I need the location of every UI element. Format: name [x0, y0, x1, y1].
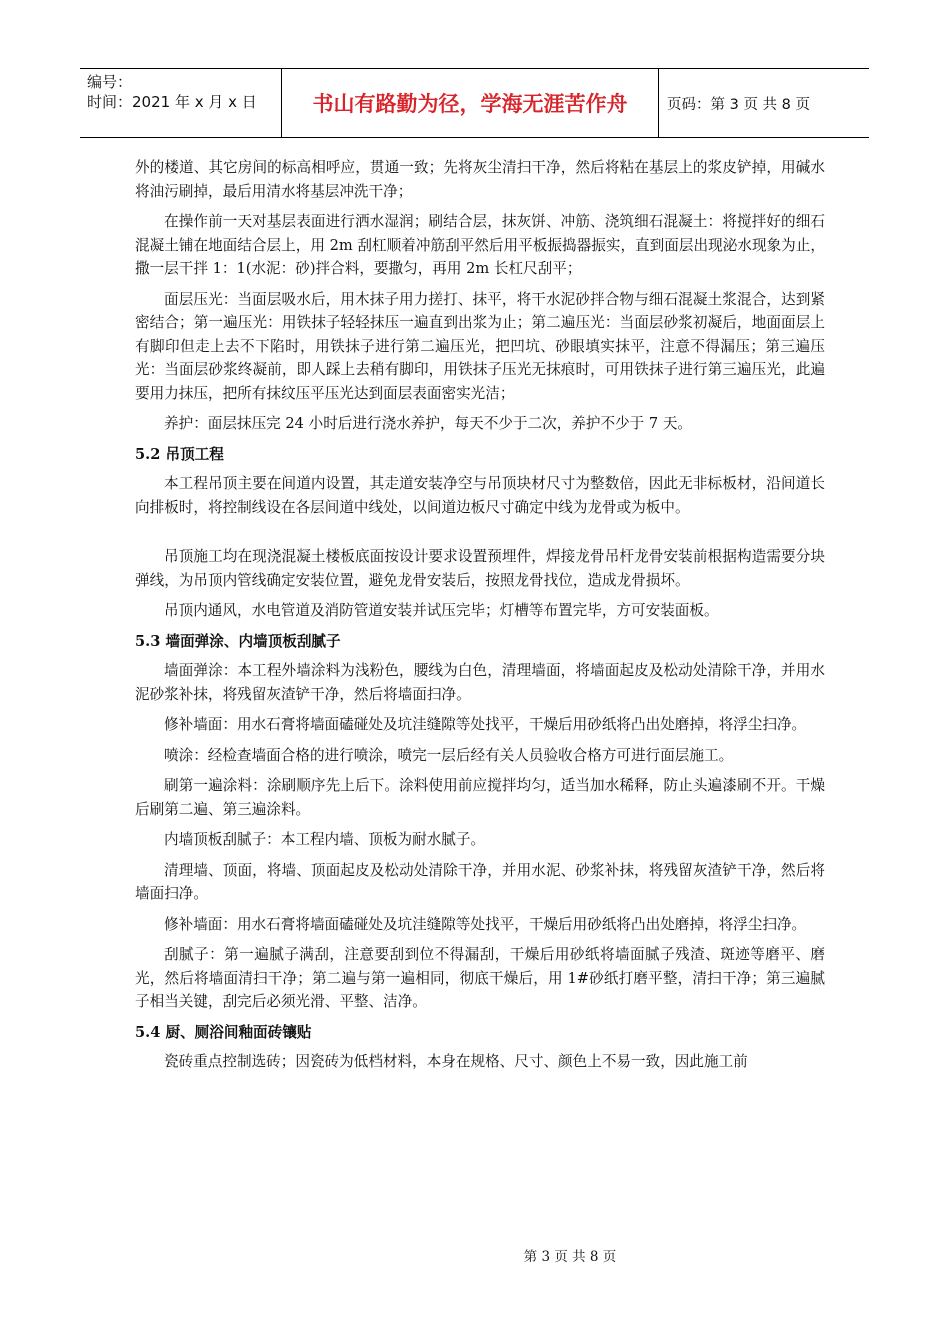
paragraph: 喷涂：经检查墙面合格的进行喷涂，喷完一层后经有关人员验收合格方可进行面层施工。 [164, 746, 734, 764]
paragraph: 吊顶内通风，水电管道及消防管道安装并试压完毕；灯槽等布置完毕，方可安装面板。 [164, 602, 719, 619]
paragraph: 外的楼道、其它房间的标高相呼应，贯通一致；先将灰尘清扫干净，然后将粘在基层上的浆皮铲掉，用碱水将油污刷掉，最后用清水将基层冲洗干净； [135, 159, 825, 200]
header-motto: 书山有路勤为径，学海无涯苦作舟 [282, 69, 659, 137]
document-date: 时间：2021 年 x 月 x 日 [87, 93, 257, 111]
section-heading: 5.4 厨、厕浴间釉面砖镶贴 [135, 1023, 312, 1041]
section-heading: 5.2 吊顶工程 [135, 445, 224, 463]
paragraph: 面层压光：当面层吸水后，用木抹子用力搓打、抹平，将干水泥砂拌合物与细石混凝土浆混合，达到紧密结合；第一遍压光：用铁抹子轻轻抹压一遍直到出浆为止；第二遍压光：当面层砂浆初凝后，地面面层上有脚印但走上去不下陷时，用铁抹子进行第二遍压光，把凹坑、砂眼填实抹平，注意不得漏压；第三遍压光：当面层砂浆终凝前，即人踩上去稍有脚印，用铁抹子压光无抹痕时，可用铁抹子进行第三遍压光，此遍要用力抹压，把所有抹纹压平压光达到面层表面密实光洁； [135, 290, 825, 402]
header-meta [80, 69, 282, 137]
paragraph: 修补墙面：用水石膏将墙面磕碰处及坑洼缝隙等处找平，干燥后用砂纸将凸出处磨掉，将浮尘扫净。 [164, 716, 807, 733]
paragraph: 刷第一遍涂料：涂刷顺序先上后下。涂料使用前应搅拌均匀，适当加水稀释，防止头遍漆刷不开。干燥后刷第二遍、第三遍涂料。 [135, 777, 825, 818]
paragraph: 刮腻子：第一遍腻子满刮，注意要刮到位不得漏刮，干燥后用砂纸将墙面腻子残渣、斑迹等磨平、磨光，然后将墙面清扫干净；第二遍与第一遍相同，彻底干燥后，用 1#砂纸打磨平整，清扫干净；第三遍腻子相当关键，刮完后必须光滑、平整、洁净。 [135, 946, 825, 1010]
paragraph: 养护：面层抹压完 24 小时后进行浇水养护，每天不少于二次，养护不少于 7 天。 [164, 415, 693, 432]
section-heading: 5.3 墙面弹涂、内墙顶板刮腻子 [135, 632, 341, 650]
paragraph: 吊顶施工均在现浇混凝土楼板底面按设计要求设置预埋件，焊接龙骨吊杆龙骨安装前根据构造需要分块弹线，为吊顶内管线确定安装位置，避免龙骨安装后，按照龙骨找位，造成龙骨损坏。 [135, 548, 825, 589]
paragraph: 墙面弹涂：本工程外墙涂料为浅粉色，腰线为白色，清理墙面，将墙面起皮及松动处清除干净，并用水泥砂浆补抹，将残留灰渣铲干净，然后将墙面扫净。 [135, 662, 825, 703]
page-header [80, 68, 869, 138]
page-footer: 第 3 页 共 8 页 [523, 1249, 617, 1265]
header-page-info: 页码：第 3 页 共 8 页 [667, 96, 810, 113]
paragraph: 本工程吊顶主要在间道内设置，其走道安装净空与吊顶块材尺寸为整数倍，因此无非标板材，沿间道长向排板时，将控制线设在各层间道中线处，以间道边板尺寸确定中线为龙骨或为板中。 [135, 475, 825, 516]
document-number-label: 编号： [87, 73, 133, 91]
paragraph: 清理墙、顶面，将墙、顶面起皮及松动处清除干净，并用水泥、砂浆补抹，将残留灰渣铲干净，然后将墙面扫净。 [135, 861, 825, 902]
paragraph: 修补墙面：用水石膏将墙面磕碰处及坑洼缝隙等处找平，干燥后用砂纸将凸出处磨掉，将浮尘扫净。 [164, 915, 807, 933]
paragraph: 内墙顶板刮腻子：本工程内墙、顶板为耐水腻子。 [164, 831, 486, 848]
document-body [135, 156, 825, 1081]
paragraph: 瓷砖重点控制选砖；因瓷砖为低档材料，本身在规格、尺寸、颜色上不易一致，因此施工前 [164, 1053, 748, 1070]
paragraph: 在操作前一天对基层表面进行洒水湿润；刷结合层，抹灰饼、冲筋、浇筑细石混凝土：将搅拌好的细石混凝土铺在地面结合层上，用 2m 刮杠顺着冲筋刮平然后用平板振捣器振实，直到面层出现泌水现象为止，撒一层干拌 1：1(水泥：砂)拌合料，要撒匀，再用 2m 长杠尺刮平； [135, 213, 825, 277]
